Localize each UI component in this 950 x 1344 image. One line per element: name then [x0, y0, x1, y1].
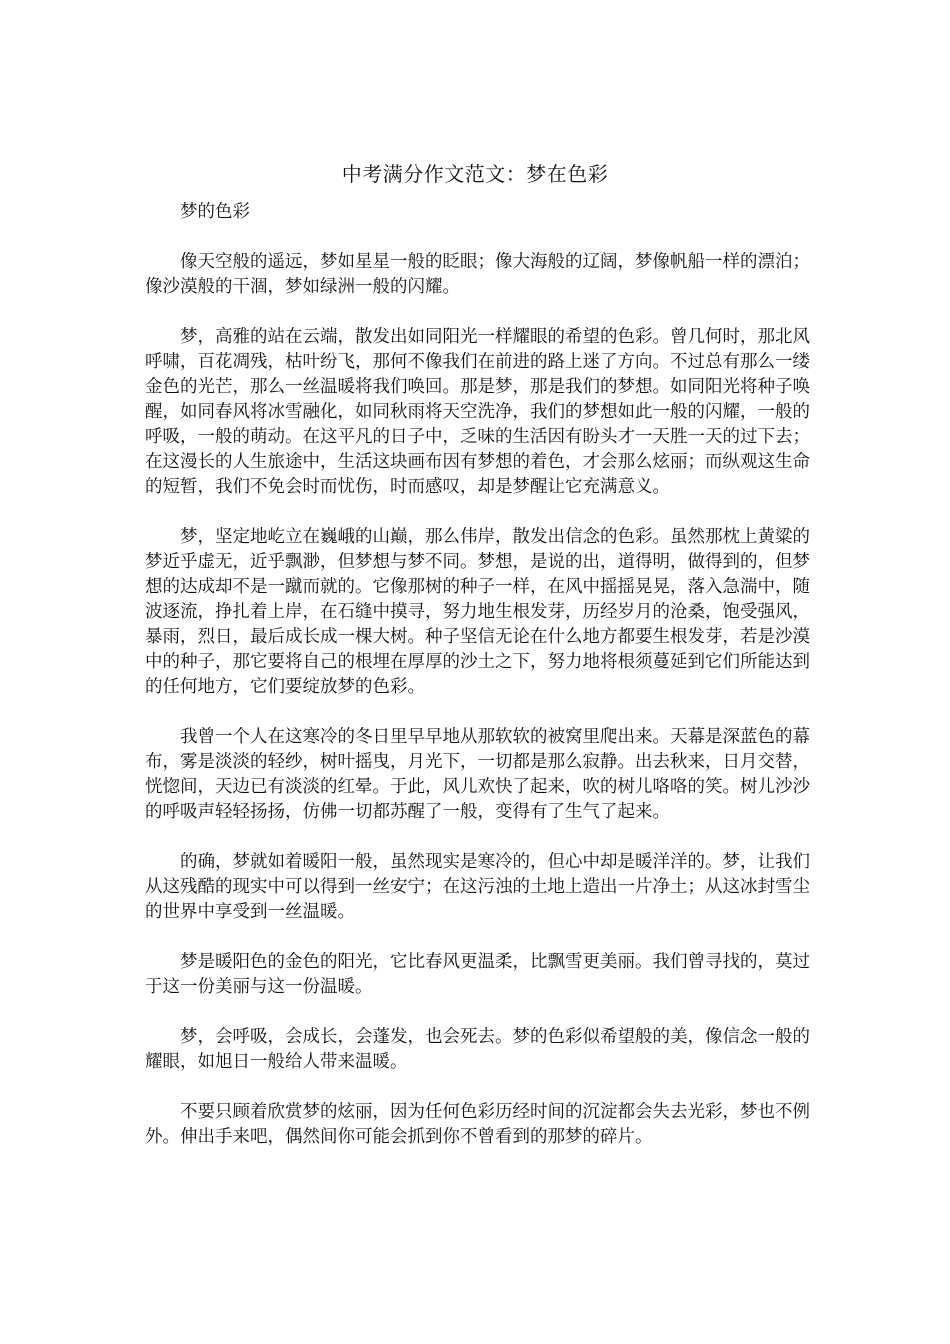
paragraph-8: 不要只顾着欣赏梦的炫丽，因为任何色彩历经时间的沉淀都会失去光彩，梦也不例外。伸出手来吧，偶然间你可能会抓到你不曾看到的那梦的碎片。	[145, 1102, 810, 1147]
document-body	[145, 200, 810, 1175]
paragraph-4: 我曾一个人在这寒冷的冬日里早早地从那软软的被窝里爬出来。天幕是深蓝色的幕布，雾是淡淡的轻纱，树叶摇曳，月光下，一切都是那么寂静。出去秋来，日月交替，恍惚间，天边已有淡淡的红晕。于此，风儿欢快了起来，吹的树儿咯咯的笑。树儿沙沙的呼吸声轻轻扬扬，仿佛一切都苏醒了一般，变得有了生气了起来。	[145, 727, 810, 822]
paragraph-2: 梦，高雅的站在云端，散发出如同阳光一样耀眼的希望的色彩。曾几何时，那北风呼啸，百花凋残，枯叶纷飞，那何不像我们在前进的路上迷了方向。不过总有那么一缕金色的光芒，那么一丝温暖将我们唤回。那是梦，那是我们的梦想。如同阳光将种子唤醒，如同春风将冰雪融化，如同秋雨将天空洗净，我们的梦想如此一般的闪耀，一般的呼吸，一般的萌动。在这平凡的日子中，乏味的生活因有盼头才一天胜一天的过下去；在这漫长的人生旅途中，生活这块画布因有梦想的着色，才会那么炫丽；而纵观这生命的短暂，我们不免会时而忧伤，时而感叹，却是梦醒让它充满意义。	[145, 327, 810, 497]
paragraph-1: 像天空般的遥远，梦如星星一般的眨眼；像大海般的辽阔，梦像帆船一样的漂泊；像沙漠般的干涸，梦如绿洲一般的闪耀。	[145, 252, 810, 297]
paragraph-6: 梦是暖阳色的金色的阳光，它比春风更温柔，比飘雪更美丽。我们曾寻找的，莫过于这一份美丽与这一份温暖。	[145, 952, 810, 997]
document-subtitle: 梦的色彩	[180, 202, 250, 222]
paragraph-7: 梦，会呼吸，会成长，会蓬发，也会死去。梦的色彩似希望般的美，像信念一般的耀眼，如旭日一般给人带来温暖。	[145, 1027, 810, 1072]
paragraph-5: 的确，梦就如着暖阳一般，虽然现实是寒冷的，但心中却是暖洋洋的。梦，让我们从这残酷的现实中可以得到一丝安宁；在这污浊的土地上造出一片净土；从这冰封雪尘的世界中享受到一丝温暖。	[145, 852, 810, 922]
document-title: 中考满分作文范文：梦在色彩	[341, 162, 609, 186]
paragraph-3: 梦，坚定地屹立在巍峨的山巅，那么伟岸，散发出信念的色彩。虽然那枕上黄粱的梦近乎虚无，近乎飘渺，但梦想与梦不同。梦想，是说的出，道得明，做得到的，但梦想的达成却不是一蹴而就的。它像那树的种子一样，在风中摇摇晃晃，落入急湍中，随波逐流，挣扎着上岸，在石缝中摸寻，努力地生根发芽，历经岁月的沧桑，饱受强风，暴雨，烈日，最后成长成一棵大树。种子坚信无论在什么地方都要生根发芽，若是沙漠中的种子，那它要将自己的根埋在厚厚的沙土之下，努力地将根须蔓延到它们所能达到的任何地方，它们要绽放梦的色彩。	[145, 527, 810, 697]
